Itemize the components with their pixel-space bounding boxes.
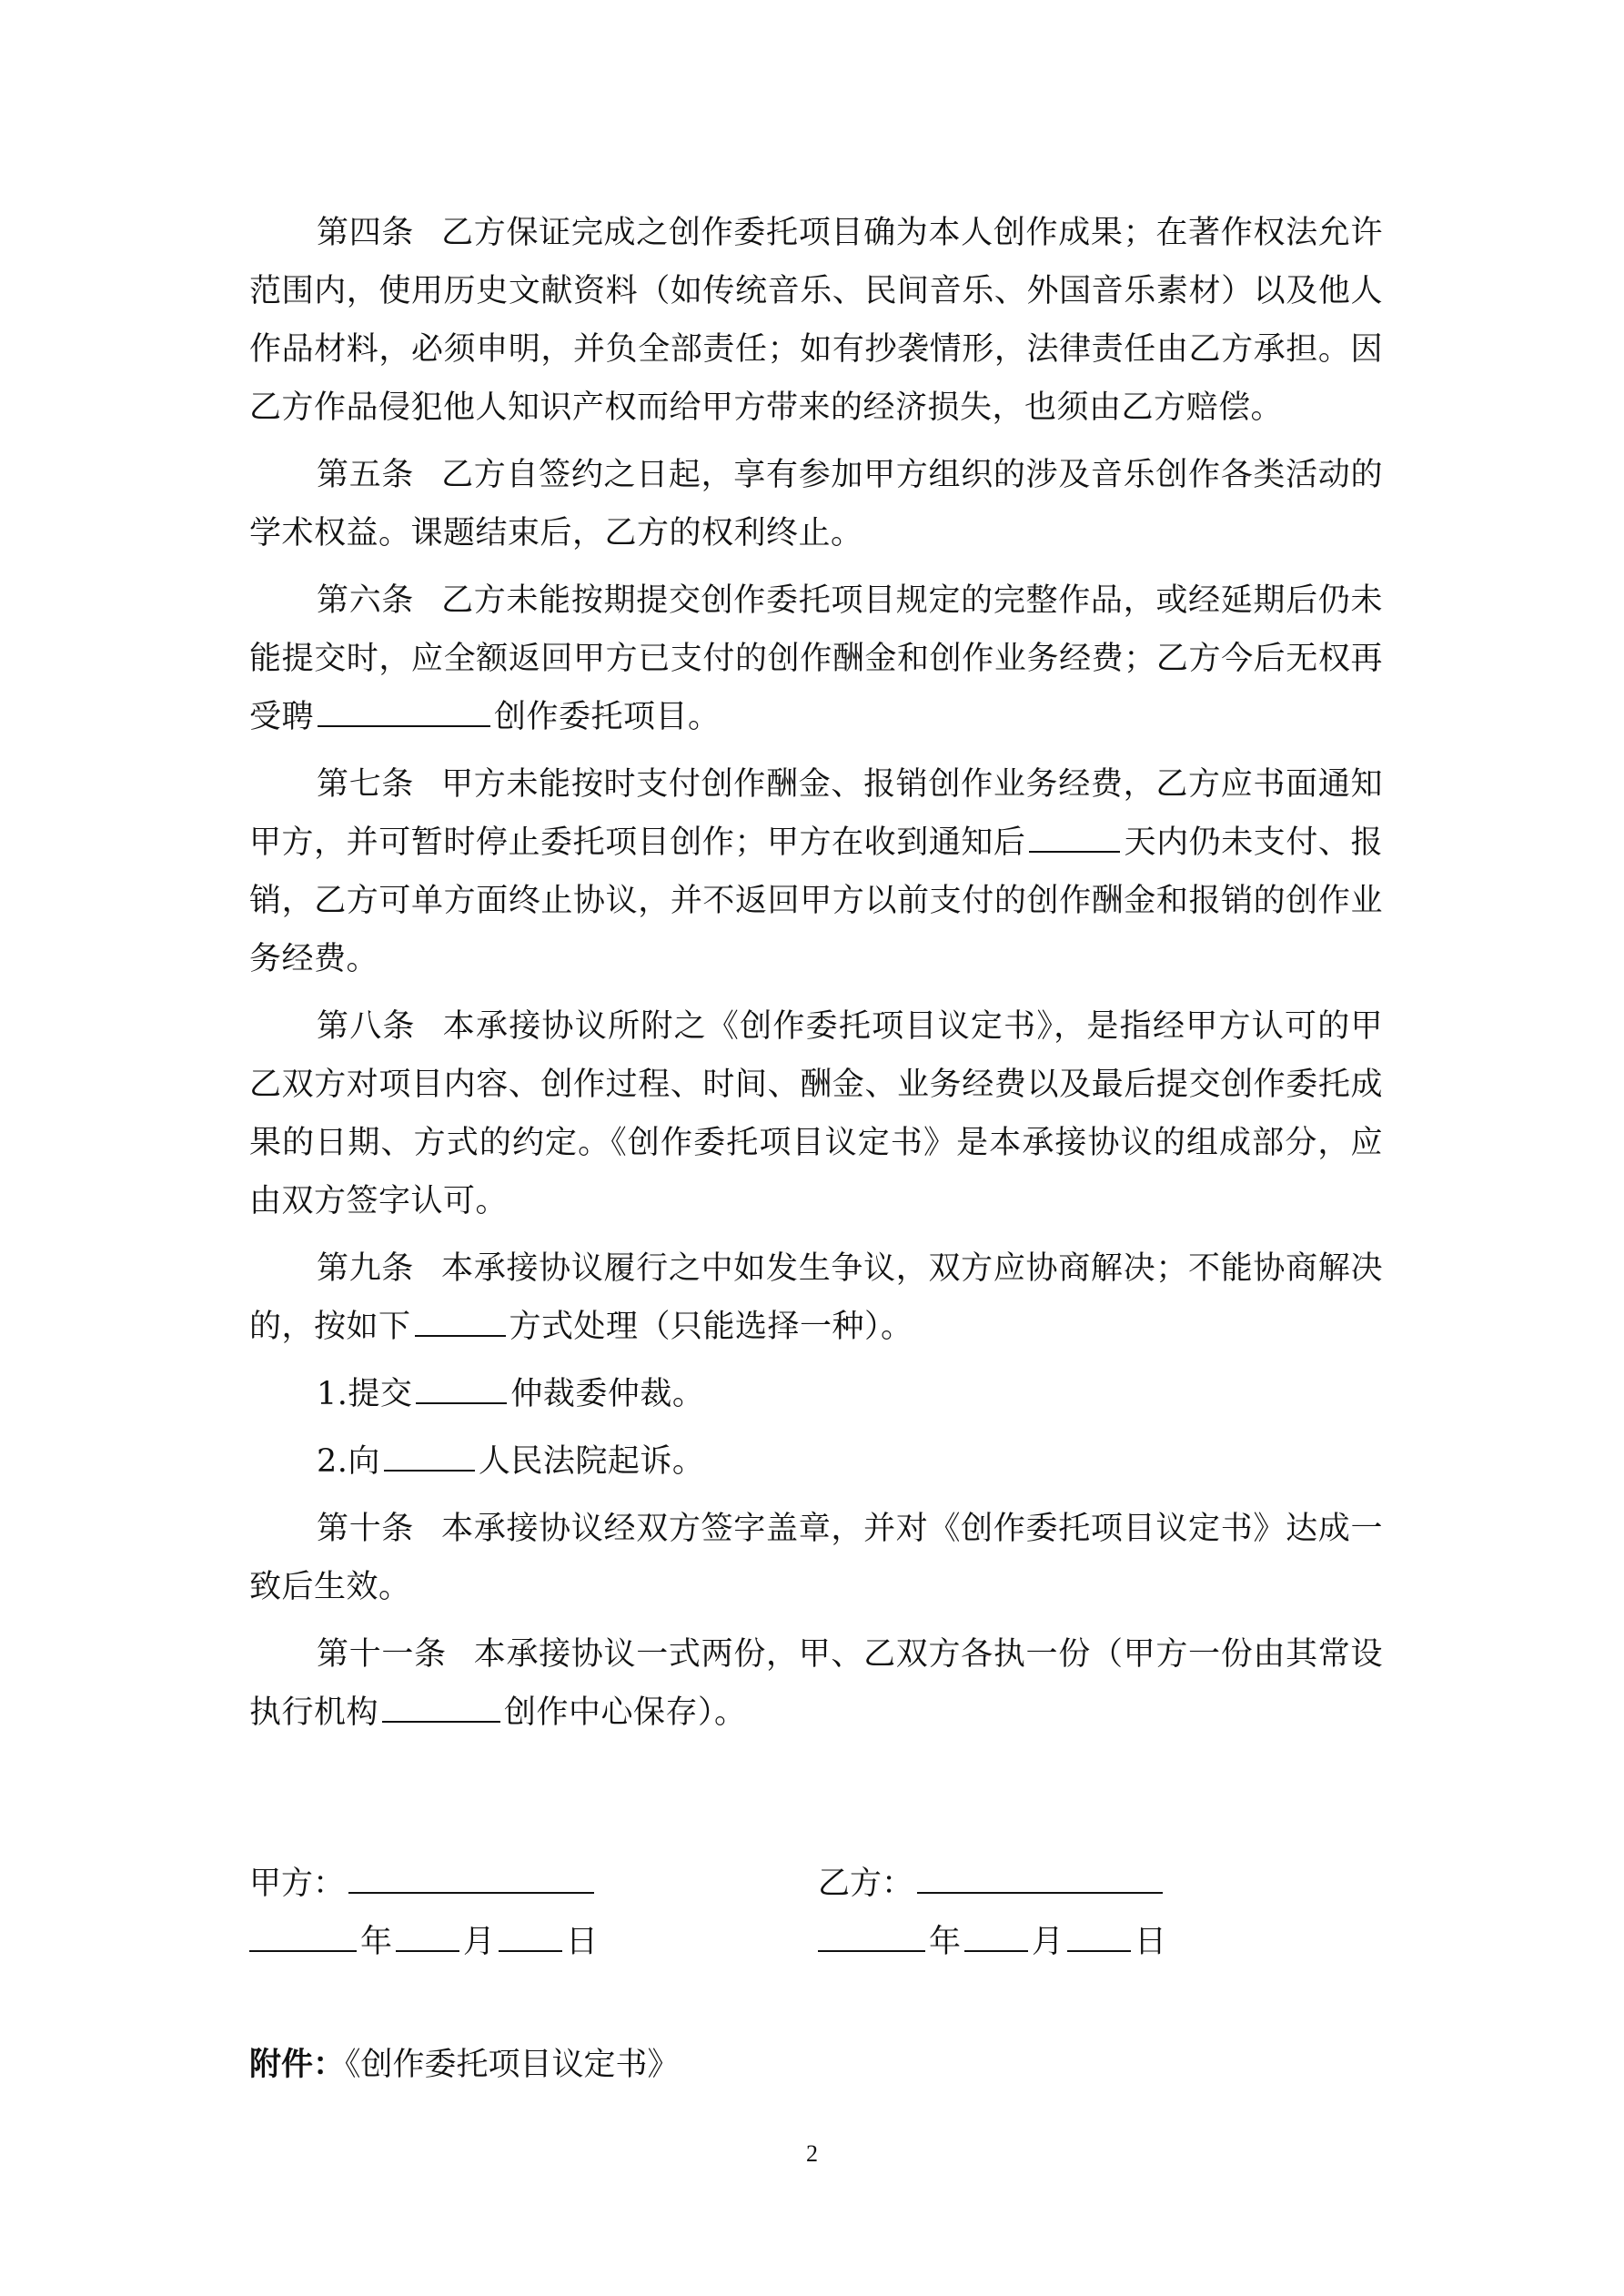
article-7 [249,755,1383,988]
article-number: 第五条 [317,457,415,493]
article-text: 方式处理（只能选择一种）。 [509,1309,913,1345]
fill-blank[interactable] [415,1308,506,1337]
year-label: 年 [929,1924,962,1960]
fill-blank[interactable] [416,1375,507,1404]
article-5 [249,446,1383,562]
year-field[interactable] [818,1923,925,1952]
article-11 [249,1625,1383,1742]
article-8 [249,997,1383,1230]
party-b-line [818,1855,1291,1913]
page-number: 2 [806,2140,818,2167]
article-number: 第六条 [317,582,415,619]
day-field[interactable] [1067,1923,1131,1952]
article-text: 乙方未能按期提交创作委托项目规定的完整作品，或经延期后仍未能提交时，应全额返回甲方已支付的创作酬金和创作业务经费；乙方今后无权再受聘 [249,582,1383,735]
contract-body [249,204,1383,1742]
article-text: 天内仍未支付、报销，乙方可单方面终止协议，并不返回甲方以前支付的创作酬金和报销的创作业务经费。 [249,824,1383,977]
fill-blank[interactable] [1029,824,1120,853]
article-text: 本承接协议一式两份，甲、乙双方各执一份（甲方一份由其常设执行机构 [249,1636,1383,1731]
article-number: 第四条 [317,215,415,251]
article-text: 乙方自签约之日起，享有参加甲方组织的涉及音乐创作各类活动的学术权益。课题结束后，乙方的权利终止。 [249,457,1383,551]
attachment-line [249,2036,680,2094]
party-b-signature [818,1855,1291,1971]
month-field[interactable] [396,1923,459,1952]
article-number: 第八条 [317,1008,416,1045]
article-number: 第十条 [317,1511,415,1547]
article-text: 乙方保证完成之创作委托项目确为本人创作成果；在著作权法允许范围内，使用历史文献资料（如传统音乐、民间音乐、外国音乐素材）以及他人作品材料，必须申明，并负全部责任；如有抄袭情形，法律责任由乙方承担。因乙方作品侵犯他人知识产权而给甲方带来的经济损失，也须由乙方赔偿。 [249,215,1383,426]
year-field[interactable] [249,1923,357,1952]
month-label: 月 [1032,1924,1064,1960]
article-9 [249,1239,1383,1356]
fill-blank[interactable] [384,1442,475,1472]
day-field[interactable] [499,1923,562,1952]
party-b-signature-field[interactable] [917,1865,1163,1894]
party-b-date [818,1913,1291,1971]
month-label: 月 [463,1924,496,1960]
option-text: 1.提交 [317,1376,413,1412]
attachment-label: 附件： [249,2046,346,2083]
day-label: 日 [1135,1924,1167,1960]
article-text: 本承接协议履行之中如发生争议，双方应协商解决；不能协商解决的，按如下 [249,1250,1383,1345]
option-text: 人民法院起诉。 [478,1443,705,1480]
article-text: 创作委托项目。 [494,699,721,735]
month-field[interactable] [964,1923,1028,1952]
article-text: 本承接协议经双方签字盖章，并对《创作委托项目议定书》达成一致后生效。 [249,1511,1383,1605]
article-text: 创作中心保存）。 [504,1694,747,1731]
article-10 [249,1500,1383,1616]
signature-block [249,1855,1383,1991]
party-a-line [249,1855,722,1913]
party-b-label: 乙方： [818,1866,914,1902]
fill-blank[interactable] [318,698,490,727]
party-a-date [249,1913,722,1971]
option-2 [249,1432,1383,1491]
article-text: 甲方未能按时支付创作酬金、报销创作业务经费，乙方应书面通知甲方，并可暂时停止委托项目创作；甲方在收到通知后 [249,766,1383,861]
party-a-label: 甲方： [249,1866,346,1902]
party-a-signature [249,1855,722,1971]
option-text: 仲裁委仲裁。 [510,1376,705,1412]
article-number: 第九条 [317,1250,415,1287]
article-number: 第十一条 [317,1636,447,1673]
day-label: 日 [566,1924,599,1960]
option-1 [249,1365,1383,1423]
article-text: 本承接协议所附之《创作委托项目议定书》，是指经甲方认可的甲乙双方对项目内容、创作过程、时间、酬金、业务经费以及最后提交创作委托成果的日期、方式的约定。《创作委托项目议定书》是本承接协议的组成部分，应由双方签字认可。 [249,1008,1383,1219]
option-text: 2.向 [317,1443,380,1480]
fill-blank[interactable] [382,1694,500,1723]
article-4 [249,204,1383,437]
article-number: 第七条 [317,766,415,803]
article-6 [249,571,1383,746]
attachment-title: 《创作委托项目议定书》 [345,2047,680,2083]
party-a-signature-field[interactable] [348,1865,594,1894]
year-label: 年 [360,1924,393,1960]
